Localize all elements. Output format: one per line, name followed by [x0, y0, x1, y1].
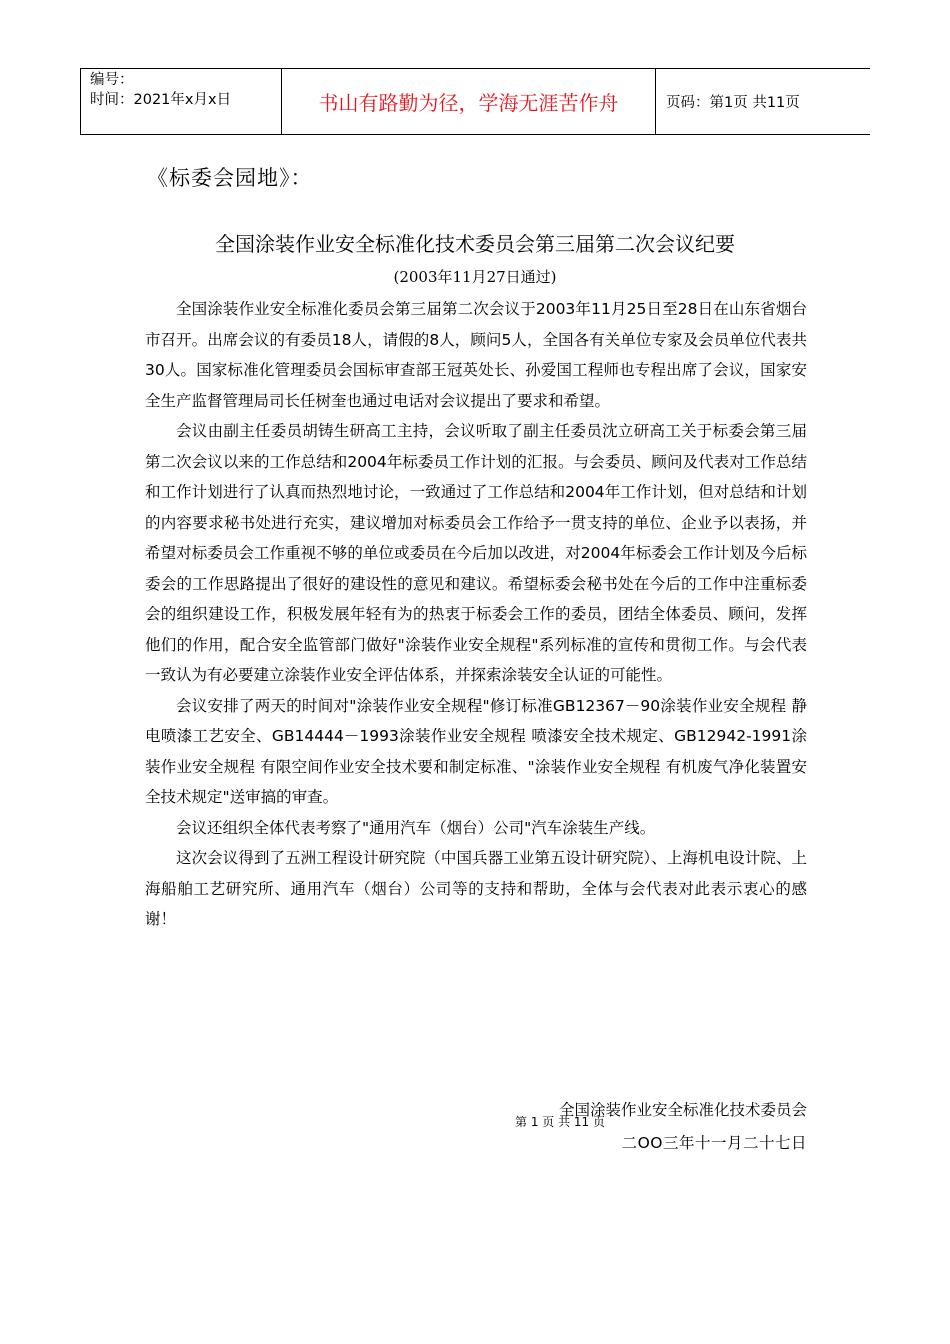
paragraph-2: 会议由副主任委员胡铸生研高工主持，会议听取了副主任委员沈立研高工关于标委会第三届第二次会议以来的工作总结和2004年标委员工作计划的汇报。与会委员、顾问及代表对工作总结和工作计划进行了认真而热烈地讨论，一致通过了工作总结和2004年工作计划，但对总结和计划的内容要求秘书处进行充实，建议增加对标委员会工作给予一贯支持的单位、企业予以表扬，并希望对标委员会工作重视不够的单位或委员在今后加以改进，对2004年标委会工作计划及今后标委会的工作思路提出了很好的建设性的意见和建议。希望标委会秘书处在今后的工作中注重标委会的组织建设工作，积极发展年轻有为的热衷于标委会工作的委员，团结全体委员、顾问，发挥他们的作用，配合安全监管部门做好"涂装作业安全规程"系列标准的宣传和贯彻工作。与会代表一致认为有必要建立涂装作业安全评估体系，并探索涂装安全认证的可能性。 — [145, 422, 807, 684]
time-line: 时间：2021年x月x日 — [90, 92, 232, 108]
paragraph-5: 这次会议得到了五洲工程设计研究院（中国兵器工业第五设计研究院）、上海机电设计院、上海船舶工艺研究所、通用汽车（烟台）公司等的支持和帮助，全体与会代表对此表示衷心的感谢！ — [145, 849, 807, 928]
page-code-cell — [656, 69, 870, 134]
document-body — [145, 294, 807, 935]
serial-number-label: 编号： — [90, 72, 134, 88]
page-code-text: 页码：第1页 共11页 — [666, 95, 800, 111]
document-date-note: (2003年11月27日通过) — [393, 268, 557, 286]
paragraph-3: 会议安排了两天的时间对"涂装作业安全规程"修订标准GB12367－90涂装作业安全规程 静电喷漆工艺安全、GB14444－1993涂装作业安全规程 喷漆安全技术规定、GB12942-1991涂装作业安全规程 有限空间作业安全技术要和制定标准、"涂装作业安全规程 有机废气净化装置安全技术规定"送审搞的审查。 — [145, 696, 807, 806]
motto-text: 书山有路勤为径，学海无涯苦作舟 — [318, 91, 619, 115]
motto-cell — [282, 69, 656, 134]
paragraph-4: 会议还组织全体代表考察了"通用汽车（烟台）公司"汽车涂装生产线。 — [176, 818, 656, 837]
section-title: 《标委会园地》： — [147, 166, 313, 190]
signature-date: 二OO三年十一月二十七日 — [621, 1134, 807, 1152]
paragraph-1: 全国涂装作业安全标准化委员会第三届第二次会议于2003年11月25日至28日在山东省烟台市召开。出席会议的有委员18人，请假的8人，顾问5人，全国各有关单位专家及会员单位代表共30人。国家标准化管理委员会国标审查部王冠英处长、孙爱国工程师也专程出席了会议，国家安全生产监督管理局司长任树奎也通过电话对会议提出了要求和希望。 — [145, 300, 807, 410]
header-info-cell — [81, 69, 282, 134]
page-indicator: 第 1 页 共 11 页 — [515, 1115, 605, 1129]
document-title: 全国涂装作业安全标准化技术委员会第三届第二次会议纪要 — [215, 232, 735, 256]
header-table — [80, 68, 870, 135]
signature-organization: 全国涂装作业安全标准化技术委员会 — [558, 1101, 807, 1119]
